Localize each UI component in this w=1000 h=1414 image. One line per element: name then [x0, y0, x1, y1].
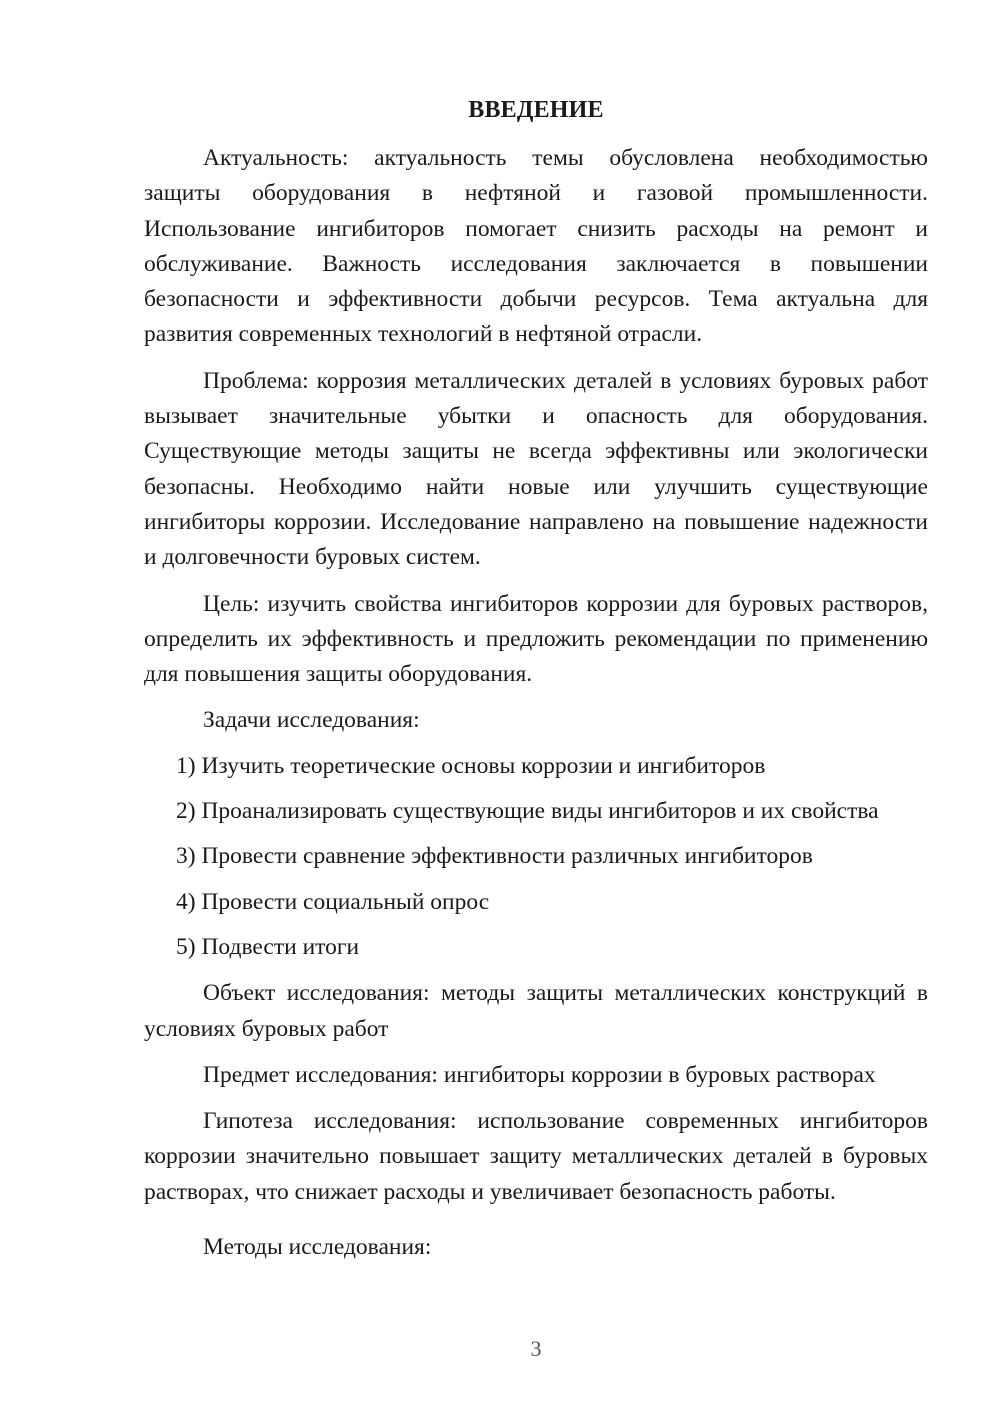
methods-heading: Методы исследования:	[203, 1234, 432, 1261]
list-item: 3) Провести сравнение эффективности различных ингибиторов	[176, 843, 813, 870]
subject-paragraph: Предмет исследования: ингибиторы коррозии в буровых растворах	[203, 1061, 876, 1088]
list-item: 4) Провести социальный опрос	[176, 888, 490, 915]
list-item: 2) Проанализировать существующие виды ингибиторов и их свойства	[176, 798, 879, 825]
hypothesis-paragraph: Гипотеза исследования: использование современных ингибиторов коррозии значительно повышает защиту металлических деталей в буровых растворах, что снижает расходы и увеличивает безопасность работы.	[144, 1108, 928, 1205]
list-item: 5) Подвести итоги	[176, 933, 360, 960]
relevance-paragraph: Актуальность: актуальность темы обусловлена необходимостью защиты оборудования в нефтяной и газовой промышленности. Использование ингибиторов помогает снизить расходы на ремонт и обслуживание. Важность исследования заключается в повышении безопасности и эффективности добычи ресурсов. Тема актуальна для развития современных технологий в нефтяной отрасли.	[144, 145, 928, 348]
object-paragraph: Объект исследования: методы защиты металлических конструкций в условиях буровых работ	[144, 980, 928, 1042]
page-number: 3	[530, 1336, 542, 1361]
problem-paragraph: Проблема: коррозия металлических деталей в условиях буровых работ вызывает значительные убытки и опасность для оборудования. Существующие методы защиты не всегда эффективны или экологически безопасны. Необходимо найти новые или улучшить существующие ингибиторы коррозии. Исследование направлено на повышение надежности и долговечности буровых систем.	[144, 367, 928, 571]
list-item: 1) Изучить теоретические основы коррозии и ингибиторов	[176, 752, 766, 779]
tasks-list	[144, 749, 928, 965]
goal-paragraph: Цель: изучить свойства ингибиторов коррозии для буровых растворов, определить их эффективность и предложить рекомендации по применению для повышения защиты оборудования.	[144, 590, 928, 688]
page-title: ВВЕДЕНИЕ	[468, 97, 604, 123]
tasks-heading: Задачи исследования:	[203, 707, 420, 734]
page-body	[144, 141, 928, 1265]
